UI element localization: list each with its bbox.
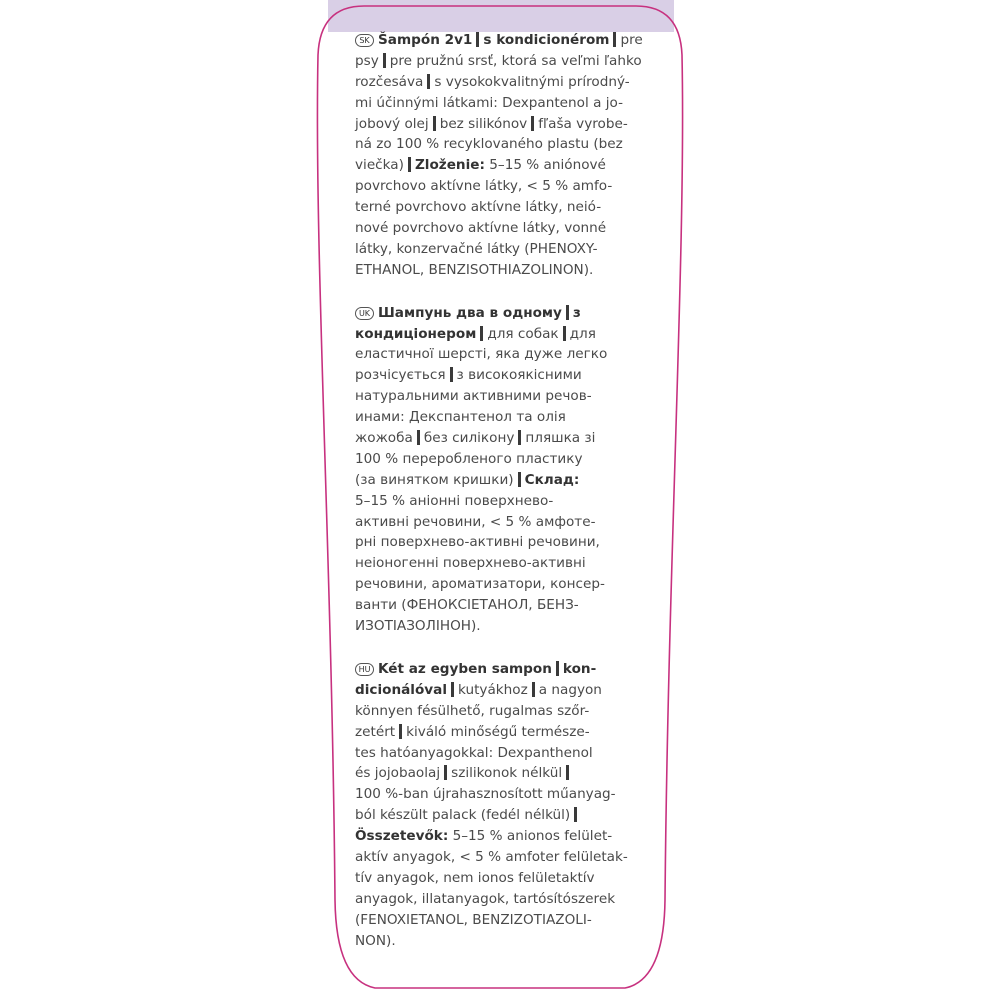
separator-bar [444,765,447,780]
section-sk [355,30,655,281]
separator-bar [556,661,559,676]
body-text: psy [355,52,379,69]
text-line [355,743,655,764]
text-line [355,260,655,281]
text-line [355,197,655,218]
body-text: для собак [487,325,559,342]
text-line [355,134,655,155]
body-text: инами: Декспантенол та олія [355,409,566,426]
separator-bar [532,682,535,697]
text-line [355,239,655,260]
body-text: fľaša vyrobe- [538,115,628,132]
text-line [355,449,655,470]
bold-text: з [572,304,581,321]
text-line [355,303,655,324]
separator-bar [480,326,483,341]
text-line [355,574,655,595]
body-text: tív anyagok, nem ionos felületaktív [355,869,595,886]
body-text: bez silikónov [439,115,528,132]
bold-text: кондиціонером [355,325,477,342]
bold-text: Šampón 2v1 [378,32,473,48]
body-text: жожоба [355,430,413,447]
separator-bar [433,116,436,131]
body-text: anyagok, illatanyagok, tartósítószerek [355,890,616,907]
body-text: 5–15 % аніонні поверхнево- [355,492,554,509]
body-text: NON). [355,932,396,949]
body-text: ETHANOL, BENZISOTHIAZOLINON). [355,261,594,278]
body-text: неіоногенні поверхнево-активні [355,555,586,572]
text-line [355,532,655,553]
bold-text: Склад: [524,471,580,488]
separator-bar [613,32,616,47]
text-line [355,701,655,722]
body-text: ИЗОТІАЗОЛІНОН). [355,618,481,635]
body-text: povrchovo aktívne látky, < 5 % amfo- [355,178,613,195]
bold-text: Zloženie: [414,157,485,174]
body-text: розчісується [355,367,446,384]
separator-bar [399,724,402,739]
text-line [355,826,655,847]
text-line [355,114,655,135]
body-text: для [569,325,596,342]
body-text: és jojobaolaj [355,765,441,782]
separator-bar [408,157,411,172]
text-line [355,763,655,784]
separator-bar [563,326,566,341]
body-text: pre [620,32,643,48]
text-line [355,324,655,345]
language-badge-hu: HU [355,663,374,676]
language-badge-uk: UK [355,307,374,320]
separator-bar [383,53,386,68]
text-line [355,218,655,239]
separator-bar [518,472,521,487]
separator-bar [417,430,420,445]
text-line [355,784,655,805]
bold-text: Összetevők: [355,828,449,845]
body-text: ná zo 100 % recyklovaného plastu (bez [355,136,623,153]
body-text: látky, konzervačné látky (PHENOXY- [355,240,598,257]
body-text: (за винятком кришки) [355,471,514,488]
body-text: aktív anyagok, < 5 % amfoter felületak- [355,848,628,865]
body-text: ból készült palack (fedél nélkül) [355,807,571,824]
separator-bar [476,32,479,47]
body-text: 100 % переробленого пластику [355,450,583,467]
text-line [355,365,655,386]
bold-text: Két az egyben sampon [378,660,552,677]
separator-bar [566,765,569,780]
body-text: пляшка зі [525,430,596,447]
section-uk [355,303,655,637]
body-text: mi účinnými látkami: Dexpantenol a jo- [355,94,623,111]
text-line [355,407,655,428]
body-text: terné povrchovo aktívne látky, neió- [355,199,602,216]
body-text: натуральними активними речов- [355,388,592,405]
text-line [355,553,655,574]
body-text: рні поверхнево-активні речовини, [355,534,600,551]
language-badge-sk: SK [355,34,374,47]
bold-text: Шампунь два в одному [378,304,562,321]
separator-bar [566,305,569,320]
body-text: jobový olej [355,115,429,132]
separator-bar [518,430,521,445]
text-line [355,93,655,114]
body-text: речовини, ароматизатори, консер- [355,576,605,593]
body-text: pre pružnú srsť, ktorá sa veľmi ľahko [389,52,642,69]
text-line [355,428,655,449]
text-line [355,51,655,72]
text-line [355,595,655,616]
text-line [355,910,655,931]
body-text: ванти (ФЕНОКСІЕТАНОЛ, БЕНЗ- [355,597,579,614]
text-line [355,176,655,197]
text-line [355,680,655,701]
body-text: nové povrchovo aktívne látky, vonné [355,220,607,237]
text-line [355,512,655,533]
text-line [355,386,655,407]
text-line [355,470,655,491]
text-line [355,847,655,868]
body-text: könnyen fésülhető, rugalmas szőr- [355,702,590,719]
body-text: з високоякісними [456,367,582,384]
body-text: активні речовини, < 5 % амфоте- [355,513,596,530]
body-text: s vysokokvalitnými prírodný- [434,73,630,90]
body-text: 5–15 % aniónové [484,157,606,174]
text-line [355,344,655,365]
body-text: (FENOXIETANOL, BENZIZOTIAZOLI- [355,911,592,928]
body-text: zetért [355,723,396,740]
text-line [355,931,655,952]
separator-bar [427,74,430,89]
text-line [355,805,655,826]
label-text-block [355,30,655,951]
separator-bar [450,367,453,382]
text-line [355,889,655,910]
text-line [355,491,655,512]
text-line [355,659,655,680]
body-text: a nagyon [538,681,602,698]
separator-bar [574,807,577,822]
bold-text: s kondicionérom [483,32,610,48]
separator-bar [531,116,534,131]
body-text: 5–15 % anionos felület- [448,828,613,845]
body-text: tes hatóanyagokkal: Dexpanthenol [355,744,593,761]
body-text: viečka) [355,157,404,174]
body-text: 100 %-ban újrahasznosított műanyag- [355,786,616,803]
text-line [355,155,655,176]
separator-bar [451,682,454,697]
body-text: szilikonok nélkül [451,765,563,782]
body-text: rozčesáva [355,73,424,90]
text-line [355,722,655,743]
section-hu [355,659,655,951]
text-line [355,72,655,93]
bold-text: kon- [562,660,597,677]
text-line [355,616,655,637]
body-text: kutyákhoz [458,681,528,698]
text-line [355,868,655,889]
body-text: без силікону [423,430,515,447]
text-line [355,30,655,51]
bold-text: dicionálóval [355,681,447,698]
body-text: kiváló minőségű természe- [406,723,590,740]
body-text: еластичної шерсті, яка дуже легко [355,346,608,363]
